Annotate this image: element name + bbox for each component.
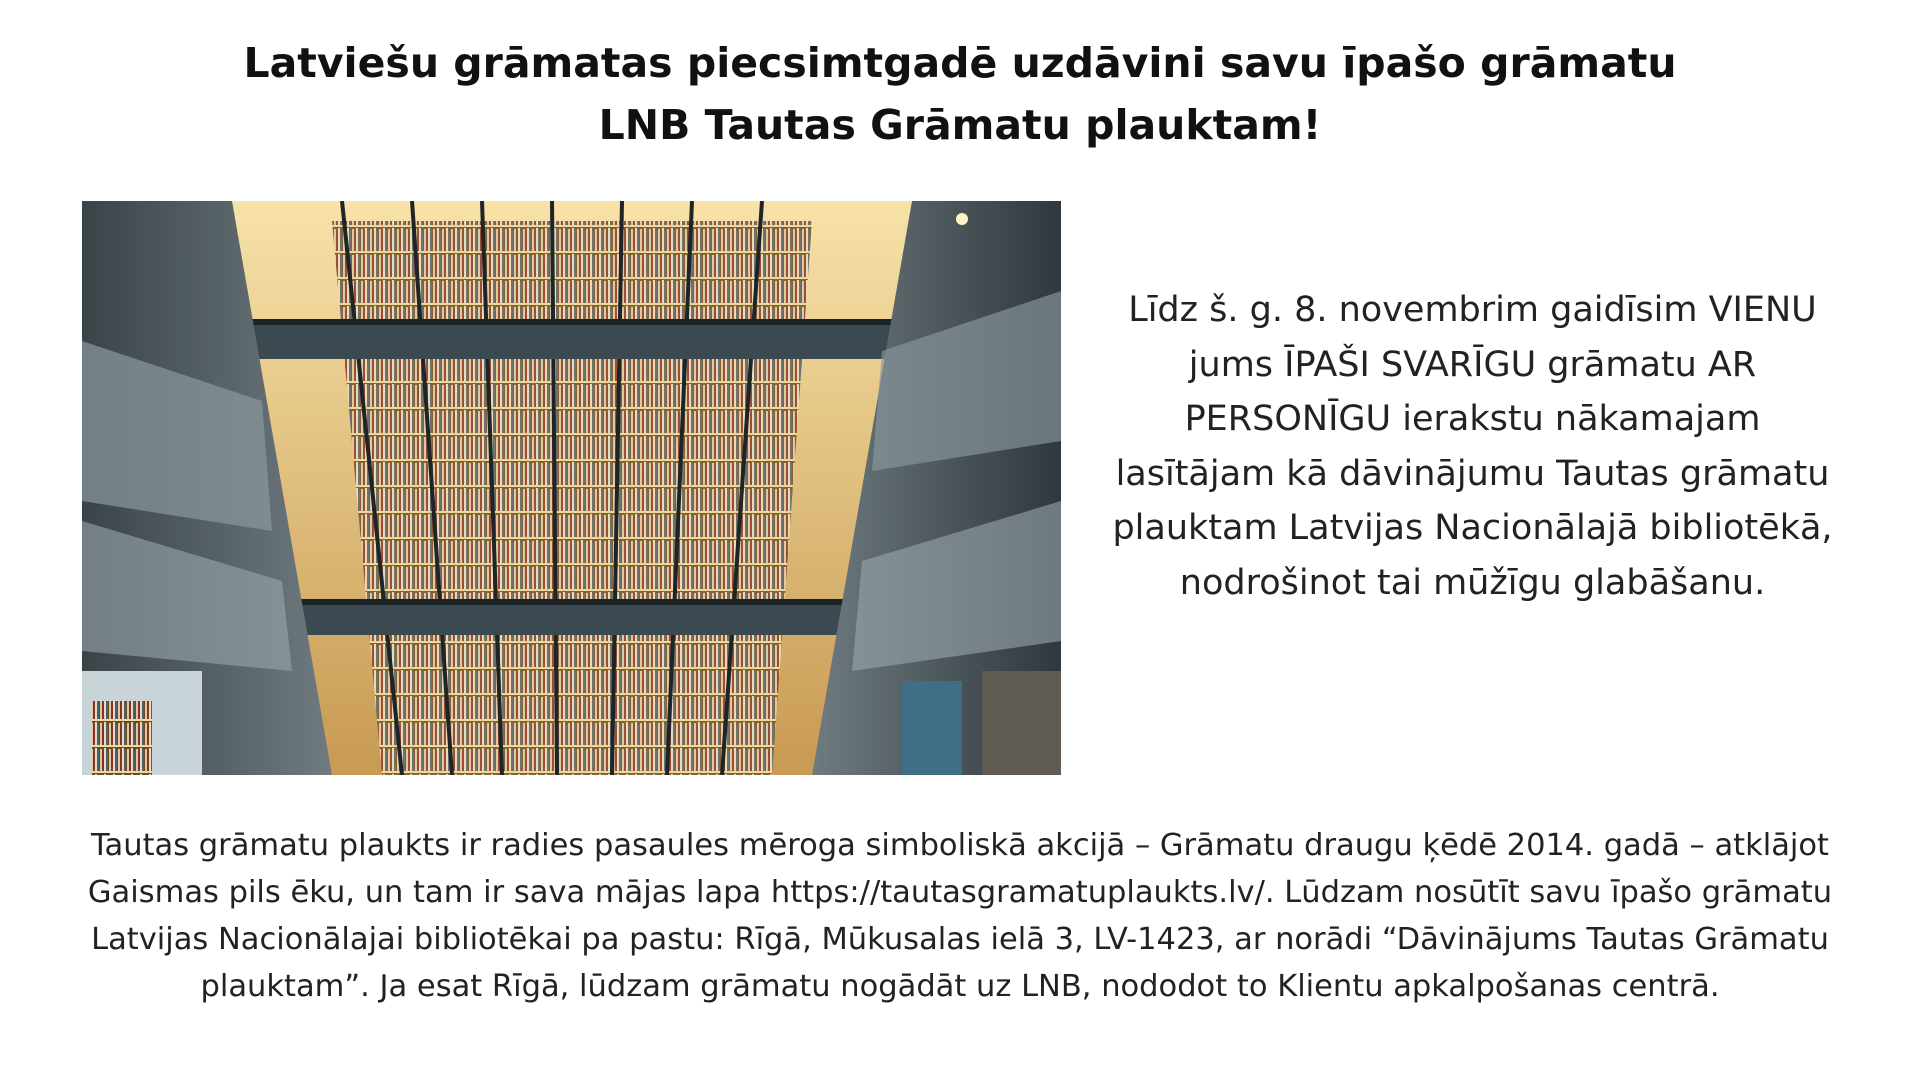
bookshelf-info-text: Tautas grāmatu plaukts ir radies pasaules mēroga simboliskā akcijā – Grāmatu draugu ķēdē 2014. gadā – atklājot Gaismas pils ēku, un tam ir sava mājas lapa https://tautasgramatuplaukts.lv/. Lūdzam nosūtīt savu īpašo grāmatu Latvijas Nacionālajai bibliotēkai pa pastu: Rīgā, Mūkusalas ielā 3, LV-1423, ar norādi “Dāvinājums Tautas Grāmatu plauktam”. Ja esat Rīgā, lūdzam grāmatu nogādāt uz LNB, nododot to Klientu apkalpošanas centrā. bbox=[87, 828, 1833, 1004]
page-title-line-2: LNB Tautas Grāmatu plauktam! bbox=[598, 101, 1322, 149]
donation-request-text: Līdz š. g. 8. novembrim gaidīsim VIENU jums ĪPAŠI SVARĪGU grāmatu AR PERSONĪGU ierakstu nākamajam lasītājam kā dāvinājumu Tautas grāmatu plauktam Latvijas Nacionālajā bibliotēkā, nodrošinot tai mūžīgu glabāšanu. bbox=[1112, 290, 1833, 603]
library-bookshelf-photo bbox=[82, 201, 1061, 775]
page-title bbox=[160, 32, 1760, 156]
page-title-line-1: Latviešu grāmatas piecsimtgadē uzdāvini savu īpašo grāmatu bbox=[243, 39, 1677, 87]
